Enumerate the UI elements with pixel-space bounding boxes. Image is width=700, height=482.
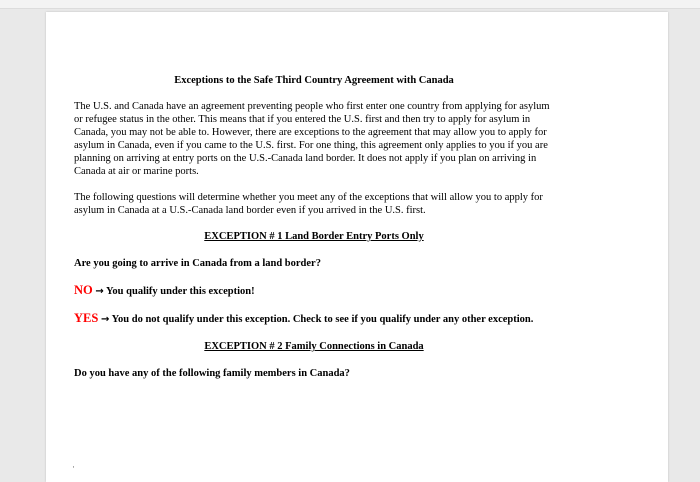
yes-label: YES [74,311,99,325]
intro-paragraph: The U.S. and Canada have an agreement preventing people who first enter one country from applying for asylum or refugee status in the other. This means that if you entered the U.S. first and then try to apply for asylum in Canada, you may not be able to. However, there are exceptions to the agreement that may allow you to apply for asylum in Canada, even if you came to the U.S. first. For one thing, this agreement only applies to you if you are planning on arriving at entry ports on the U.S.-Canada land border. It does not apply if you plan on arriving in Canada at air or marine ports. [74,101,550,177]
exception-1-heading: EXCEPTION # 1 Land Border Entry Ports Only [204,231,424,242]
toolbar-strip [0,0,700,9]
truncated-line-fragment: · [72,462,75,472]
no-label: NO [74,283,93,297]
arrow-right-icon: → [95,286,104,297]
no-answer-text: You qualify under this exception! [106,286,255,297]
arrow-right-icon: → [100,314,110,325]
yes-answer-text: You do not qualify under this exception. Check to see if you qualify under any other exception. [111,314,534,325]
document-title: Exceptions to the Safe Third Country Agreement with Canada [174,75,454,86]
exception-1-no-answer [74,284,554,298]
questions-paragraph: The following questions will determine whether you meet any of the exceptions that will allow you to apply for asylum in Canada at a U.S.-Canada land border even if you arrived in the U.S. first. [74,192,543,216]
exception-2-question: Do you have any of the following family members in Canada? [74,368,350,379]
document-body [74,74,554,394]
exception-1-yes-answer [74,312,554,326]
exception-1-question: Are you going to arrive in Canada from a land border? [74,258,321,269]
exception-2-heading: EXCEPTION # 2 Family Connections in Canada [204,341,424,352]
